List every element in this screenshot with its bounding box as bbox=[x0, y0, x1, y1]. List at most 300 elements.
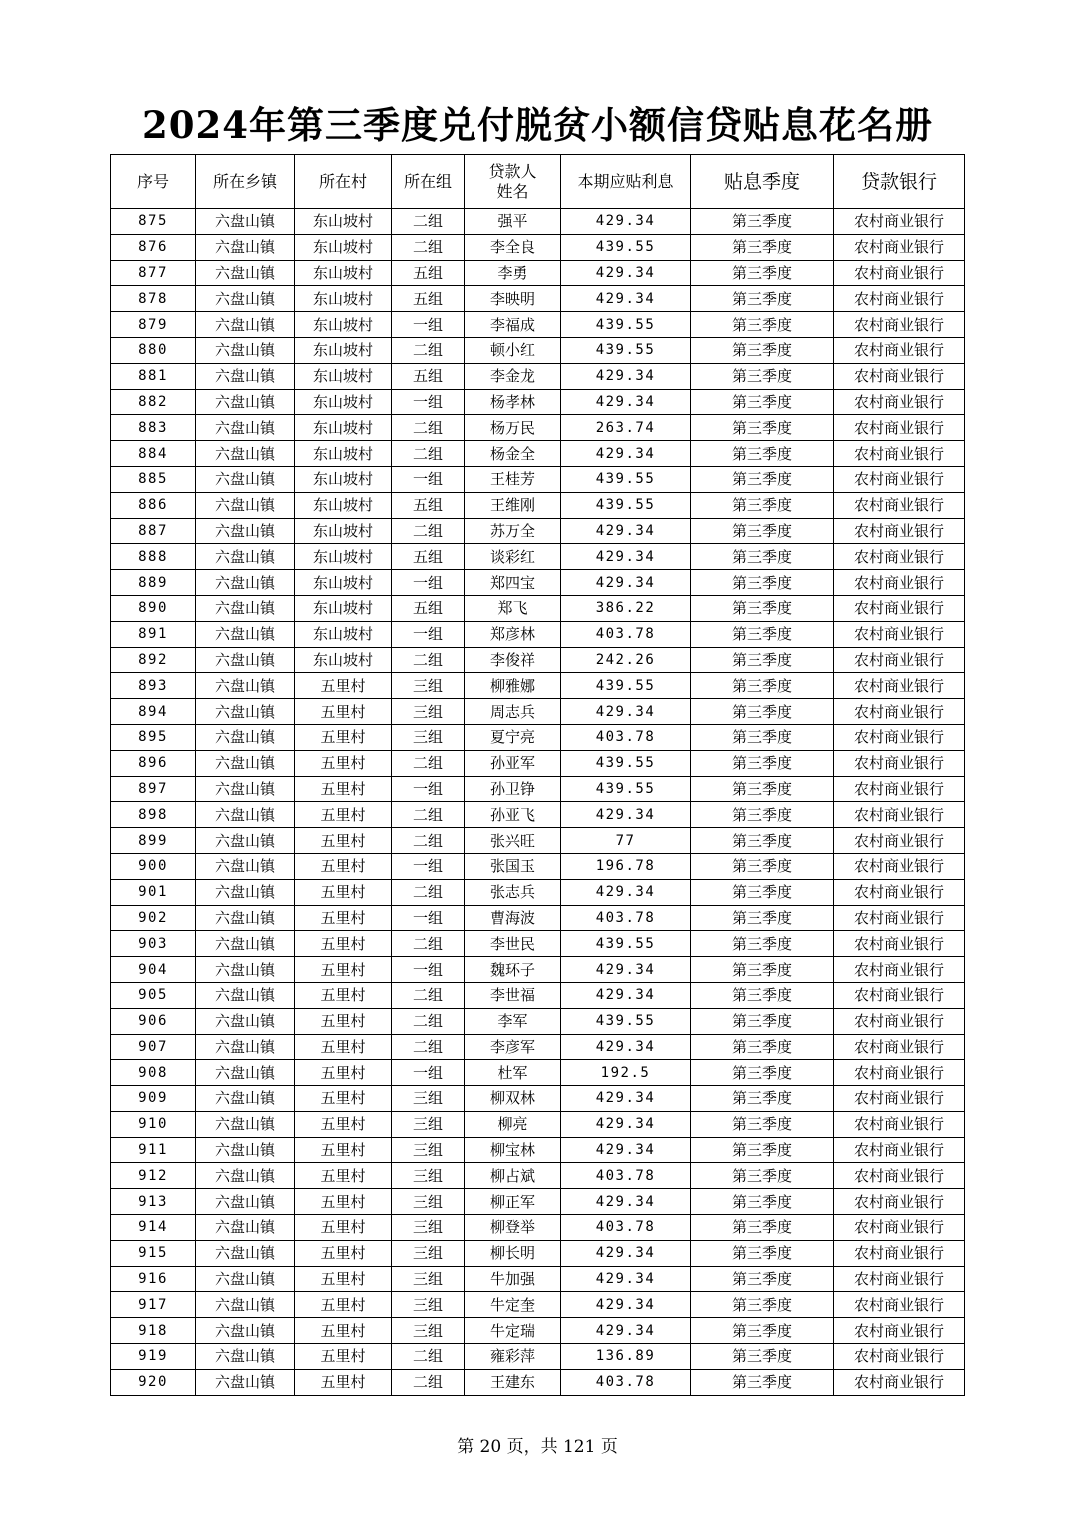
cell-borrower-name: 郑飞 bbox=[465, 595, 561, 621]
cell-village: 五里村 bbox=[295, 699, 392, 725]
cell-village: 东山坡村 bbox=[295, 234, 392, 260]
cell-village: 五里村 bbox=[295, 931, 392, 957]
cell-quarter: 第三季度 bbox=[691, 492, 834, 518]
cell-serial: 880 bbox=[111, 337, 196, 363]
cell-interest: 429.34 bbox=[561, 389, 691, 415]
cell-group: 三组 bbox=[392, 1266, 465, 1292]
cell-township: 六盘山镇 bbox=[196, 957, 295, 983]
cell-interest: 429.34 bbox=[561, 544, 691, 570]
cell-bank: 农村商业银行 bbox=[834, 931, 965, 957]
cell-quarter: 第三季度 bbox=[691, 621, 834, 647]
table-row bbox=[111, 647, 965, 673]
cell-bank: 农村商业银行 bbox=[834, 853, 965, 879]
cell-bank: 农村商业银行 bbox=[834, 776, 965, 802]
cell-borrower-name: 孙亚飞 bbox=[465, 802, 561, 828]
cell-bank: 农村商业银行 bbox=[834, 1240, 965, 1266]
table-row bbox=[111, 466, 965, 492]
cell-quarter: 第三季度 bbox=[691, 544, 834, 570]
header-borrower-line1: 贷款人 bbox=[488, 161, 537, 181]
header-group: 所在组 bbox=[392, 155, 465, 209]
cell-bank: 农村商业银行 bbox=[834, 312, 965, 338]
cell-serial: 906 bbox=[111, 1008, 196, 1034]
cell-village: 五里村 bbox=[295, 1292, 392, 1318]
cell-bank: 农村商业银行 bbox=[834, 905, 965, 931]
cell-interest: 403.78 bbox=[561, 621, 691, 647]
cell-interest: 429.34 bbox=[561, 209, 691, 235]
cell-quarter: 第三季度 bbox=[691, 209, 834, 235]
cell-group: 二组 bbox=[392, 1369, 465, 1395]
cell-group: 二组 bbox=[392, 1344, 465, 1370]
cell-township: 六盘山镇 bbox=[196, 750, 295, 776]
cell-township: 六盘山镇 bbox=[196, 905, 295, 931]
cell-group: 三组 bbox=[392, 673, 465, 699]
cell-bank: 农村商业银行 bbox=[834, 209, 965, 235]
cell-township: 六盘山镇 bbox=[196, 724, 295, 750]
cell-interest: 439.55 bbox=[561, 312, 691, 338]
cell-village: 五里村 bbox=[295, 776, 392, 802]
cell-borrower-name: 李映明 bbox=[465, 286, 561, 312]
cell-quarter: 第三季度 bbox=[691, 415, 834, 441]
table-row bbox=[111, 828, 965, 854]
cell-borrower-name: 王桂芳 bbox=[465, 466, 561, 492]
cell-township: 六盘山镇 bbox=[196, 1189, 295, 1215]
cell-group: 一组 bbox=[392, 466, 465, 492]
cell-bank: 农村商业银行 bbox=[834, 518, 965, 544]
cell-serial: 881 bbox=[111, 363, 196, 389]
cell-borrower-name: 谈彩红 bbox=[465, 544, 561, 570]
cell-borrower-name: 王维刚 bbox=[465, 492, 561, 518]
table-row bbox=[111, 570, 965, 596]
table-row bbox=[111, 673, 965, 699]
cell-serial: 914 bbox=[111, 1215, 196, 1241]
cell-township: 六盘山镇 bbox=[196, 1060, 295, 1086]
cell-bank: 农村商业银行 bbox=[834, 363, 965, 389]
header-interest: 本期应贴利息 bbox=[561, 155, 691, 209]
cell-borrower-name: 杨金全 bbox=[465, 441, 561, 467]
cell-township: 六盘山镇 bbox=[196, 776, 295, 802]
cell-serial: 910 bbox=[111, 1111, 196, 1137]
cell-interest: 242.26 bbox=[561, 647, 691, 673]
cell-quarter: 第三季度 bbox=[691, 1008, 834, 1034]
cell-interest: 429.34 bbox=[561, 879, 691, 905]
cell-borrower-name: 王建东 bbox=[465, 1369, 561, 1395]
cell-village: 东山坡村 bbox=[295, 312, 392, 338]
cell-group: 一组 bbox=[392, 621, 465, 647]
cell-village: 东山坡村 bbox=[295, 260, 392, 286]
cell-quarter: 第三季度 bbox=[691, 570, 834, 596]
cell-village: 五里村 bbox=[295, 802, 392, 828]
cell-interest: 439.55 bbox=[561, 234, 691, 260]
cell-borrower-name: 郑彦林 bbox=[465, 621, 561, 647]
cell-quarter: 第三季度 bbox=[691, 1111, 834, 1137]
cell-village: 五里村 bbox=[295, 1318, 392, 1344]
cell-borrower-name: 张兴旺 bbox=[465, 828, 561, 854]
cell-quarter: 第三季度 bbox=[691, 1344, 834, 1370]
table-row bbox=[111, 957, 965, 983]
cell-bank: 农村商业银行 bbox=[834, 1318, 965, 1344]
cell-group: 二组 bbox=[392, 647, 465, 673]
cell-interest: 439.55 bbox=[561, 466, 691, 492]
table-row bbox=[111, 1189, 965, 1215]
cell-serial: 891 bbox=[111, 621, 196, 647]
cell-bank: 农村商业银行 bbox=[834, 724, 965, 750]
cell-village: 五里村 bbox=[295, 1008, 392, 1034]
cell-bank: 农村商业银行 bbox=[834, 1344, 965, 1370]
table-row bbox=[111, 905, 965, 931]
cell-bank: 农村商业银行 bbox=[834, 415, 965, 441]
cell-borrower-name: 李军 bbox=[465, 1008, 561, 1034]
cell-quarter: 第三季度 bbox=[691, 879, 834, 905]
cell-borrower-name: 郑四宝 bbox=[465, 570, 561, 596]
cell-township: 六盘山镇 bbox=[196, 1034, 295, 1060]
cell-serial: 894 bbox=[111, 699, 196, 725]
cell-township: 六盘山镇 bbox=[196, 286, 295, 312]
cell-quarter: 第三季度 bbox=[691, 337, 834, 363]
cell-group: 三组 bbox=[392, 1137, 465, 1163]
table-row bbox=[111, 931, 965, 957]
cell-group: 三组 bbox=[392, 1240, 465, 1266]
cell-quarter: 第三季度 bbox=[691, 1318, 834, 1344]
cell-borrower-name: 李世福 bbox=[465, 982, 561, 1008]
cell-quarter: 第三季度 bbox=[691, 1163, 834, 1189]
cell-bank: 农村商业银行 bbox=[834, 828, 965, 854]
cell-quarter: 第三季度 bbox=[691, 699, 834, 725]
table-row bbox=[111, 492, 965, 518]
cell-village: 五里村 bbox=[295, 1369, 392, 1395]
cell-group: 三组 bbox=[392, 1189, 465, 1215]
cell-quarter: 第三季度 bbox=[691, 1060, 834, 1086]
cell-village: 五里村 bbox=[295, 750, 392, 776]
cell-borrower-name: 柳正军 bbox=[465, 1189, 561, 1215]
cell-group: 二组 bbox=[392, 750, 465, 776]
cell-interest: 403.78 bbox=[561, 724, 691, 750]
cell-township: 六盘山镇 bbox=[196, 621, 295, 647]
cell-interest: 429.34 bbox=[561, 570, 691, 596]
cell-group: 三组 bbox=[392, 724, 465, 750]
cell-quarter: 第三季度 bbox=[691, 1034, 834, 1060]
table-row bbox=[111, 544, 965, 570]
cell-village: 五里村 bbox=[295, 1060, 392, 1086]
cell-township: 六盘山镇 bbox=[196, 1318, 295, 1344]
cell-borrower-name: 牛加强 bbox=[465, 1266, 561, 1292]
cell-interest: 429.34 bbox=[561, 802, 691, 828]
cell-interest: 429.34 bbox=[561, 363, 691, 389]
cell-township: 六盘山镇 bbox=[196, 879, 295, 905]
cell-township: 六盘山镇 bbox=[196, 441, 295, 467]
cell-township: 六盘山镇 bbox=[196, 1008, 295, 1034]
cell-quarter: 第三季度 bbox=[691, 750, 834, 776]
cell-group: 五组 bbox=[392, 260, 465, 286]
table-row bbox=[111, 389, 965, 415]
cell-borrower-name: 李彦军 bbox=[465, 1034, 561, 1060]
cell-interest: 439.55 bbox=[561, 492, 691, 518]
cell-village: 五里村 bbox=[295, 905, 392, 931]
cell-interest: 386.22 bbox=[561, 595, 691, 621]
cell-interest: 196.78 bbox=[561, 853, 691, 879]
cell-bank: 农村商业银行 bbox=[834, 1034, 965, 1060]
cell-interest: 403.78 bbox=[561, 905, 691, 931]
cell-quarter: 第三季度 bbox=[691, 724, 834, 750]
cell-village: 东山坡村 bbox=[295, 492, 392, 518]
cell-village: 五里村 bbox=[295, 982, 392, 1008]
cell-borrower-name: 强平 bbox=[465, 209, 561, 235]
cell-serial: 907 bbox=[111, 1034, 196, 1060]
cell-group: 二组 bbox=[392, 879, 465, 905]
cell-interest: 136.89 bbox=[561, 1344, 691, 1370]
cell-township: 六盘山镇 bbox=[196, 1292, 295, 1318]
cell-quarter: 第三季度 bbox=[691, 312, 834, 338]
cell-borrower-name: 柳宝林 bbox=[465, 1137, 561, 1163]
cell-township: 六盘山镇 bbox=[196, 1086, 295, 1112]
cell-quarter: 第三季度 bbox=[691, 1292, 834, 1318]
cell-village: 东山坡村 bbox=[295, 544, 392, 570]
table-row bbox=[111, 518, 965, 544]
cell-village: 五里村 bbox=[295, 957, 392, 983]
cell-interest: 429.34 bbox=[561, 441, 691, 467]
cell-village: 东山坡村 bbox=[295, 415, 392, 441]
cell-borrower-name: 顿小红 bbox=[465, 337, 561, 363]
cell-serial: 909 bbox=[111, 1086, 196, 1112]
cell-quarter: 第三季度 bbox=[691, 1369, 834, 1395]
cell-serial: 900 bbox=[111, 853, 196, 879]
cell-bank: 农村商业银行 bbox=[834, 286, 965, 312]
cell-serial: 879 bbox=[111, 312, 196, 338]
header-township: 所在乡镇 bbox=[196, 155, 295, 209]
cell-borrower-name: 牛定奎 bbox=[465, 1292, 561, 1318]
cell-borrower-name: 苏万全 bbox=[465, 518, 561, 544]
cell-quarter: 第三季度 bbox=[691, 1215, 834, 1241]
cell-group: 五组 bbox=[392, 363, 465, 389]
cell-quarter: 第三季度 bbox=[691, 441, 834, 467]
cell-group: 二组 bbox=[392, 518, 465, 544]
cell-village: 五里村 bbox=[295, 1111, 392, 1137]
cell-village: 五里村 bbox=[295, 1086, 392, 1112]
table-row bbox=[111, 879, 965, 905]
cell-group: 二组 bbox=[392, 828, 465, 854]
cell-group: 三组 bbox=[392, 1163, 465, 1189]
cell-serial: 883 bbox=[111, 415, 196, 441]
cell-village: 东山坡村 bbox=[295, 595, 392, 621]
cell-village: 五里村 bbox=[295, 879, 392, 905]
cell-interest: 429.34 bbox=[561, 1137, 691, 1163]
cell-interest: 439.55 bbox=[561, 1008, 691, 1034]
cell-group: 二组 bbox=[392, 415, 465, 441]
cell-bank: 农村商业银行 bbox=[834, 544, 965, 570]
table-row bbox=[111, 621, 965, 647]
cell-serial: 919 bbox=[111, 1344, 196, 1370]
table-row bbox=[111, 312, 965, 338]
table-row bbox=[111, 234, 965, 260]
cell-bank: 农村商业银行 bbox=[834, 234, 965, 260]
cell-serial: 917 bbox=[111, 1292, 196, 1318]
header-borrower-name bbox=[465, 155, 561, 209]
cell-serial: 878 bbox=[111, 286, 196, 312]
cell-serial: 885 bbox=[111, 466, 196, 492]
cell-interest: 263.74 bbox=[561, 415, 691, 441]
table-row bbox=[111, 1344, 965, 1370]
cell-quarter: 第三季度 bbox=[691, 1240, 834, 1266]
cell-serial: 918 bbox=[111, 1318, 196, 1344]
cell-township: 六盘山镇 bbox=[196, 1240, 295, 1266]
cell-quarter: 第三季度 bbox=[691, 853, 834, 879]
cell-group: 三组 bbox=[392, 1215, 465, 1241]
table-row bbox=[111, 982, 965, 1008]
table-row bbox=[111, 1034, 965, 1060]
table-row bbox=[111, 1060, 965, 1086]
cell-group: 一组 bbox=[392, 570, 465, 596]
table-row bbox=[111, 802, 965, 828]
cell-borrower-name: 李全良 bbox=[465, 234, 561, 260]
cell-bank: 农村商业银行 bbox=[834, 1111, 965, 1137]
cell-township: 六盘山镇 bbox=[196, 337, 295, 363]
cell-village: 东山坡村 bbox=[295, 621, 392, 647]
table-row bbox=[111, 1240, 965, 1266]
cell-village: 五里村 bbox=[295, 1240, 392, 1266]
cell-group: 二组 bbox=[392, 234, 465, 260]
cell-village: 五里村 bbox=[295, 1344, 392, 1370]
table-row bbox=[111, 1086, 965, 1112]
table-row bbox=[111, 699, 965, 725]
cell-bank: 农村商业银行 bbox=[834, 1086, 965, 1112]
cell-village: 东山坡村 bbox=[295, 647, 392, 673]
cell-township: 六盘山镇 bbox=[196, 234, 295, 260]
table-row bbox=[111, 209, 965, 235]
cell-quarter: 第三季度 bbox=[691, 776, 834, 802]
cell-borrower-name: 李金龙 bbox=[465, 363, 561, 389]
cell-serial: 920 bbox=[111, 1369, 196, 1395]
cell-serial: 882 bbox=[111, 389, 196, 415]
cell-serial: 916 bbox=[111, 1266, 196, 1292]
cell-bank: 农村商业银行 bbox=[834, 1215, 965, 1241]
cell-village: 五里村 bbox=[295, 1163, 392, 1189]
cell-group: 一组 bbox=[392, 957, 465, 983]
cell-quarter: 第三季度 bbox=[691, 828, 834, 854]
cell-township: 六盘山镇 bbox=[196, 544, 295, 570]
table-row bbox=[111, 260, 965, 286]
cell-village: 东山坡村 bbox=[295, 518, 392, 544]
table-row bbox=[111, 776, 965, 802]
cell-township: 六盘山镇 bbox=[196, 595, 295, 621]
cell-quarter: 第三季度 bbox=[691, 647, 834, 673]
cell-borrower-name: 李俊祥 bbox=[465, 647, 561, 673]
cell-quarter: 第三季度 bbox=[691, 957, 834, 983]
table-header-row bbox=[111, 155, 965, 209]
cell-township: 六盘山镇 bbox=[196, 363, 295, 389]
cell-township: 六盘山镇 bbox=[196, 1369, 295, 1395]
cell-quarter: 第三季度 bbox=[691, 802, 834, 828]
cell-township: 六盘山镇 bbox=[196, 982, 295, 1008]
cell-township: 六盘山镇 bbox=[196, 209, 295, 235]
cell-bank: 农村商业银行 bbox=[834, 492, 965, 518]
cell-borrower-name: 杨孝林 bbox=[465, 389, 561, 415]
cell-interest: 429.34 bbox=[561, 1034, 691, 1060]
cell-bank: 农村商业银行 bbox=[834, 621, 965, 647]
cell-serial: 904 bbox=[111, 957, 196, 983]
roster-table bbox=[110, 154, 965, 1396]
cell-group: 二组 bbox=[392, 982, 465, 1008]
cell-interest: 439.55 bbox=[561, 337, 691, 363]
cell-serial: 905 bbox=[111, 982, 196, 1008]
cell-group: 二组 bbox=[392, 441, 465, 467]
cell-group: 五组 bbox=[392, 286, 465, 312]
cell-bank: 农村商业银行 bbox=[834, 260, 965, 286]
cell-group: 二组 bbox=[392, 931, 465, 957]
table-row bbox=[111, 853, 965, 879]
cell-group: 三组 bbox=[392, 1111, 465, 1137]
table-row bbox=[111, 286, 965, 312]
cell-village: 五里村 bbox=[295, 1137, 392, 1163]
cell-interest: 429.34 bbox=[561, 699, 691, 725]
table-row bbox=[111, 1163, 965, 1189]
cell-village: 五里村 bbox=[295, 1034, 392, 1060]
cell-quarter: 第三季度 bbox=[691, 673, 834, 699]
cell-township: 六盘山镇 bbox=[196, 312, 295, 338]
cell-serial: 915 bbox=[111, 1240, 196, 1266]
cell-interest: 429.34 bbox=[561, 957, 691, 983]
cell-interest: 429.34 bbox=[561, 286, 691, 312]
cell-borrower-name: 柳占斌 bbox=[465, 1163, 561, 1189]
cell-quarter: 第三季度 bbox=[691, 286, 834, 312]
cell-borrower-name: 张志兵 bbox=[465, 879, 561, 905]
cell-serial: 876 bbox=[111, 234, 196, 260]
cell-group: 五组 bbox=[392, 492, 465, 518]
table-row bbox=[111, 1292, 965, 1318]
cell-interest: 429.34 bbox=[561, 1240, 691, 1266]
cell-serial: 901 bbox=[111, 879, 196, 905]
cell-interest: 439.55 bbox=[561, 776, 691, 802]
cell-borrower-name: 魏环子 bbox=[465, 957, 561, 983]
cell-township: 六盘山镇 bbox=[196, 931, 295, 957]
cell-group: 三组 bbox=[392, 699, 465, 725]
cell-borrower-name: 李勇 bbox=[465, 260, 561, 286]
cell-borrower-name: 柳双林 bbox=[465, 1086, 561, 1112]
cell-interest: 439.55 bbox=[561, 931, 691, 957]
cell-serial: 884 bbox=[111, 441, 196, 467]
cell-village: 东山坡村 bbox=[295, 286, 392, 312]
cell-bank: 农村商业银行 bbox=[834, 337, 965, 363]
cell-serial: 896 bbox=[111, 750, 196, 776]
cell-bank: 农村商业银行 bbox=[834, 1292, 965, 1318]
cell-interest: 403.78 bbox=[561, 1163, 691, 1189]
cell-village: 东山坡村 bbox=[295, 441, 392, 467]
cell-bank: 农村商业银行 bbox=[834, 699, 965, 725]
cell-serial: 875 bbox=[111, 209, 196, 235]
cell-quarter: 第三季度 bbox=[691, 389, 834, 415]
cell-group: 一组 bbox=[392, 853, 465, 879]
cell-group: 二组 bbox=[392, 337, 465, 363]
cell-village: 五里村 bbox=[295, 828, 392, 854]
cell-group: 一组 bbox=[392, 776, 465, 802]
cell-bank: 农村商业银行 bbox=[834, 1189, 965, 1215]
cell-interest: 403.78 bbox=[561, 1369, 691, 1395]
cell-village: 五里村 bbox=[295, 1189, 392, 1215]
cell-bank: 农村商业银行 bbox=[834, 1137, 965, 1163]
cell-serial: 877 bbox=[111, 260, 196, 286]
cell-borrower-name: 曹海波 bbox=[465, 905, 561, 931]
cell-township: 六盘山镇 bbox=[196, 699, 295, 725]
cell-township: 六盘山镇 bbox=[196, 260, 295, 286]
cell-serial: 890 bbox=[111, 595, 196, 621]
cell-township: 六盘山镇 bbox=[196, 1111, 295, 1137]
cell-borrower-name: 雍彩萍 bbox=[465, 1344, 561, 1370]
cell-interest: 192.5 bbox=[561, 1060, 691, 1086]
cell-serial: 888 bbox=[111, 544, 196, 570]
cell-interest: 403.78 bbox=[561, 1215, 691, 1241]
cell-interest: 429.34 bbox=[561, 982, 691, 1008]
table-row bbox=[111, 1008, 965, 1034]
cell-quarter: 第三季度 bbox=[691, 234, 834, 260]
table-row bbox=[111, 363, 965, 389]
